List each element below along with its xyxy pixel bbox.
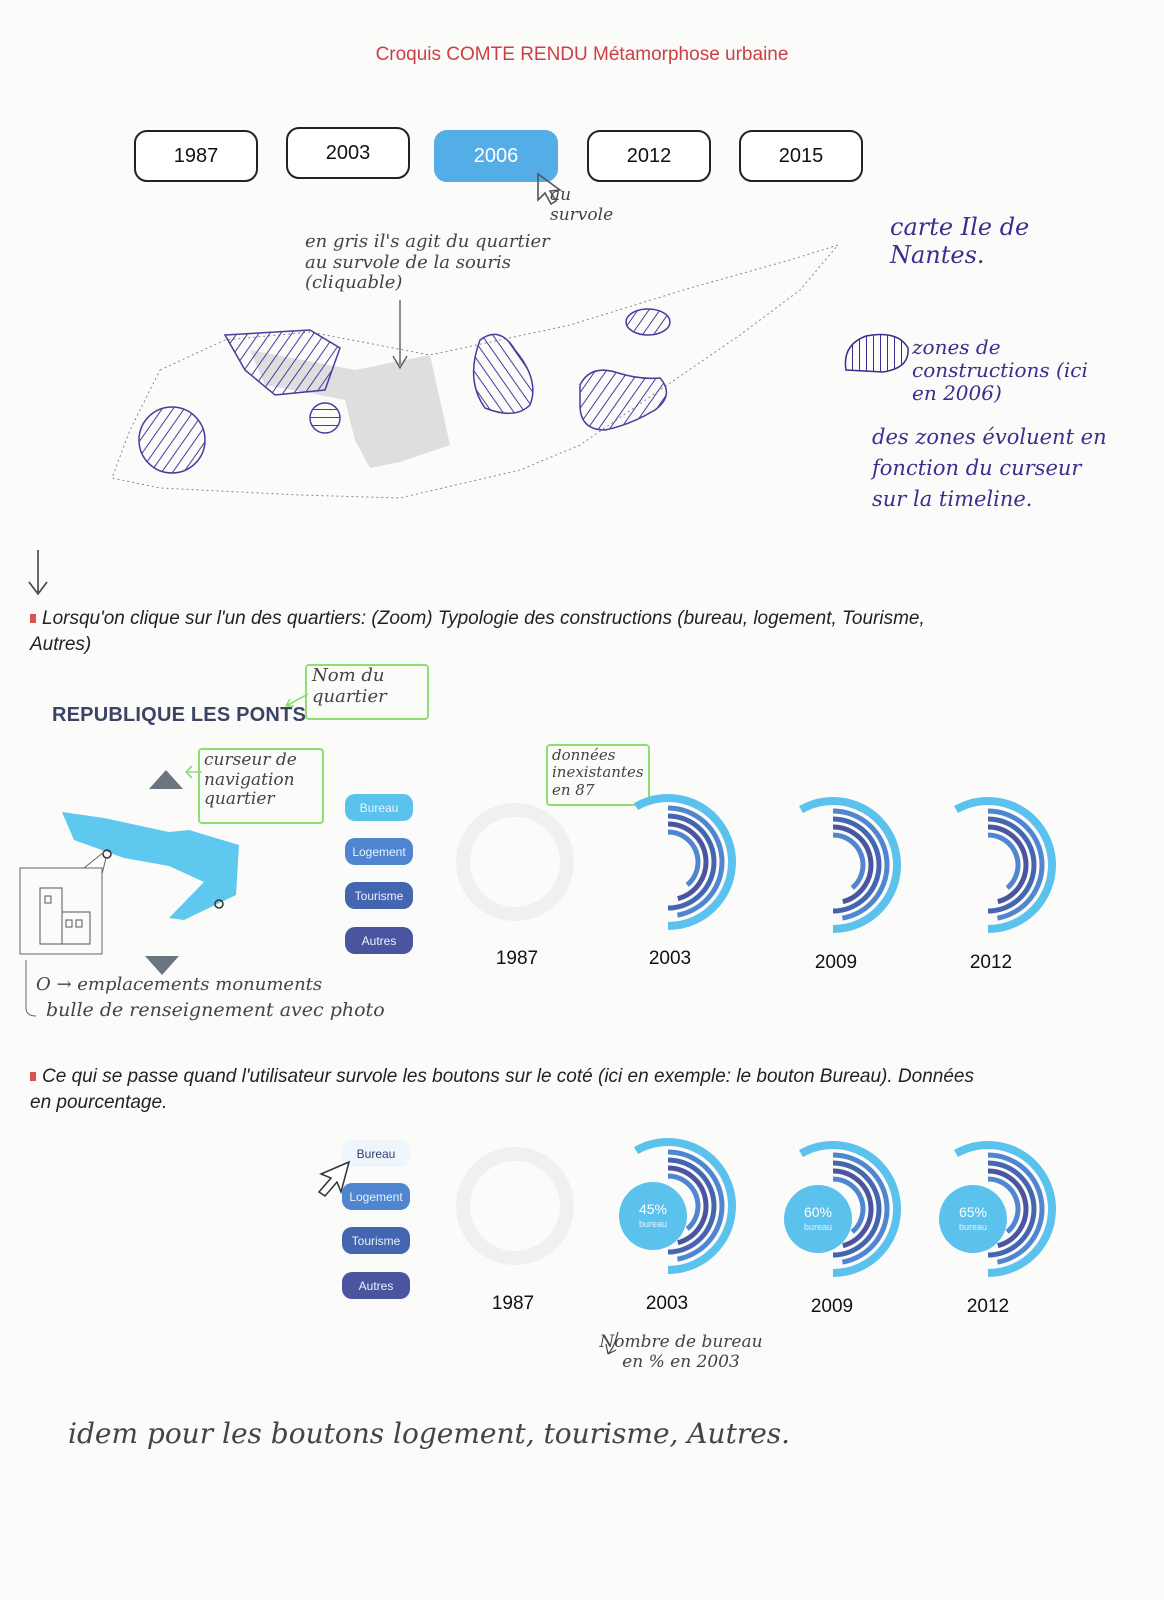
- percentage-ring-charts: [440, 1134, 1080, 1284]
- ring-arc: [668, 832, 698, 885]
- construction-zone: [310, 403, 340, 433]
- year-button-2006[interactable]: 2006: [434, 130, 558, 182]
- construction-zone: [474, 334, 533, 413]
- section1-bullet: [30, 606, 990, 658]
- bubble-note: bulle de renseignement avec photo: [46, 999, 385, 1021]
- percentage-value: 45%: [638, 1201, 668, 1217]
- percentage-label: bureau: [958, 1222, 988, 1232]
- category-button-tourisme[interactable]: Tourisme: [342, 1227, 410, 1254]
- year-button-2015[interactable]: 2015: [739, 130, 863, 182]
- construction-ring-charts: [440, 790, 1080, 940]
- hatched-zone-legend-icon: [838, 330, 913, 375]
- page-title: Croquis COMTE RENDU Métamorphose urbaine: [375, 44, 789, 65]
- empty-ring: [463, 1154, 567, 1258]
- section2-bullet-text: Ce qui se passe quand l'utilisateur survole les boutons sur le coté (ici en exemple: le bouton Bureau). Données en pourcentage.: [30, 1066, 975, 1113]
- percentage-value: 60%: [803, 1204, 833, 1220]
- empty-ring: [463, 810, 567, 914]
- year-button-2003[interactable]: 2003: [286, 127, 410, 179]
- cursor-note: curseur de navigation quartier: [204, 750, 297, 810]
- ring-year-label: 2012: [966, 1296, 1010, 1317]
- ring-year-label: 1987: [491, 1293, 535, 1314]
- construction-zone: [626, 309, 670, 335]
- percentage-label: bureau: [638, 1219, 668, 1229]
- nav-up-arrow-icon[interactable]: [147, 768, 187, 792]
- arrow-left-icon: [182, 763, 204, 783]
- district-name-note: Nom du quartier: [312, 665, 387, 707]
- ring-year-label: 2012: [969, 952, 1013, 973]
- zones-evolve-note: des zones évoluent en fonction du curseur sur la timeline.: [872, 425, 1107, 511]
- ring-arc: [988, 835, 1018, 888]
- category-button-bureau[interactable]: Bureau: [345, 794, 413, 821]
- construction-zone: [580, 370, 666, 430]
- map-title-note: carte Ile de Nantes.: [890, 213, 1030, 269]
- percentage-note: Nombre de bureau en % en 2003: [599, 1332, 763, 1372]
- monuments-note: O → emplacements monuments: [36, 974, 323, 995]
- ring-year-label: 2003: [648, 948, 692, 969]
- missing-data-note: données inexistantes en 87: [552, 746, 644, 799]
- category-button-autres[interactable]: Autres: [345, 927, 413, 954]
- ring-year-label: 2009: [814, 952, 858, 973]
- construction-zone: [139, 407, 205, 473]
- ring-year-label: 2009: [810, 1296, 854, 1317]
- category-button-tourisme[interactable]: Tourisme: [345, 882, 413, 909]
- section1-bullet-text: Lorsqu'on clique sur l'un des quartiers: (Zoom) Typologie des constructions (bureau, logement, Tourisme, Autres): [30, 608, 925, 655]
- year-button-2012[interactable]: 2012: [587, 130, 711, 182]
- ring-arc: [833, 835, 863, 888]
- bracket-line: [18, 958, 48, 1024]
- category-button-logement[interactable]: Logement: [345, 838, 413, 865]
- bullet-marker: [30, 614, 36, 623]
- category-button-bureau-hover[interactable]: Bureau: [342, 1140, 410, 1167]
- zones-legend-note: zones de constructions (ici en 2006): [912, 335, 1088, 405]
- building-photo-icon: [40, 888, 90, 944]
- footer-note: idem pour les boutons logement, tourisme, Autres.: [68, 1417, 791, 1450]
- percentage-value: 65%: [958, 1204, 988, 1220]
- gray-area-note: en gris il's agit du quartier au survole de la souris (cliquable): [305, 231, 550, 294]
- ring-year-label: 2003: [645, 1293, 689, 1314]
- arrow-down-icon: [24, 548, 54, 598]
- hover-note: au survole: [550, 185, 614, 225]
- mouse-cursor-icon: [315, 1158, 357, 1198]
- district-zoom-map[interactable]: [14, 800, 254, 960]
- construction-zone: [225, 330, 340, 395]
- district-name: REPUBLIQUE LES PONTS: [52, 704, 307, 726]
- year-button-1987[interactable]: 1987: [134, 130, 258, 182]
- arrow-left-icon: [282, 690, 312, 710]
- category-button-autres[interactable]: Autres: [342, 1272, 410, 1299]
- ring-year-label: 1987: [495, 948, 539, 969]
- percentage-label: bureau: [803, 1222, 833, 1232]
- section2-bullet: [30, 1064, 990, 1116]
- category-button-logement[interactable]: Logement: [342, 1183, 410, 1210]
- bullet-marker: [30, 1072, 36, 1081]
